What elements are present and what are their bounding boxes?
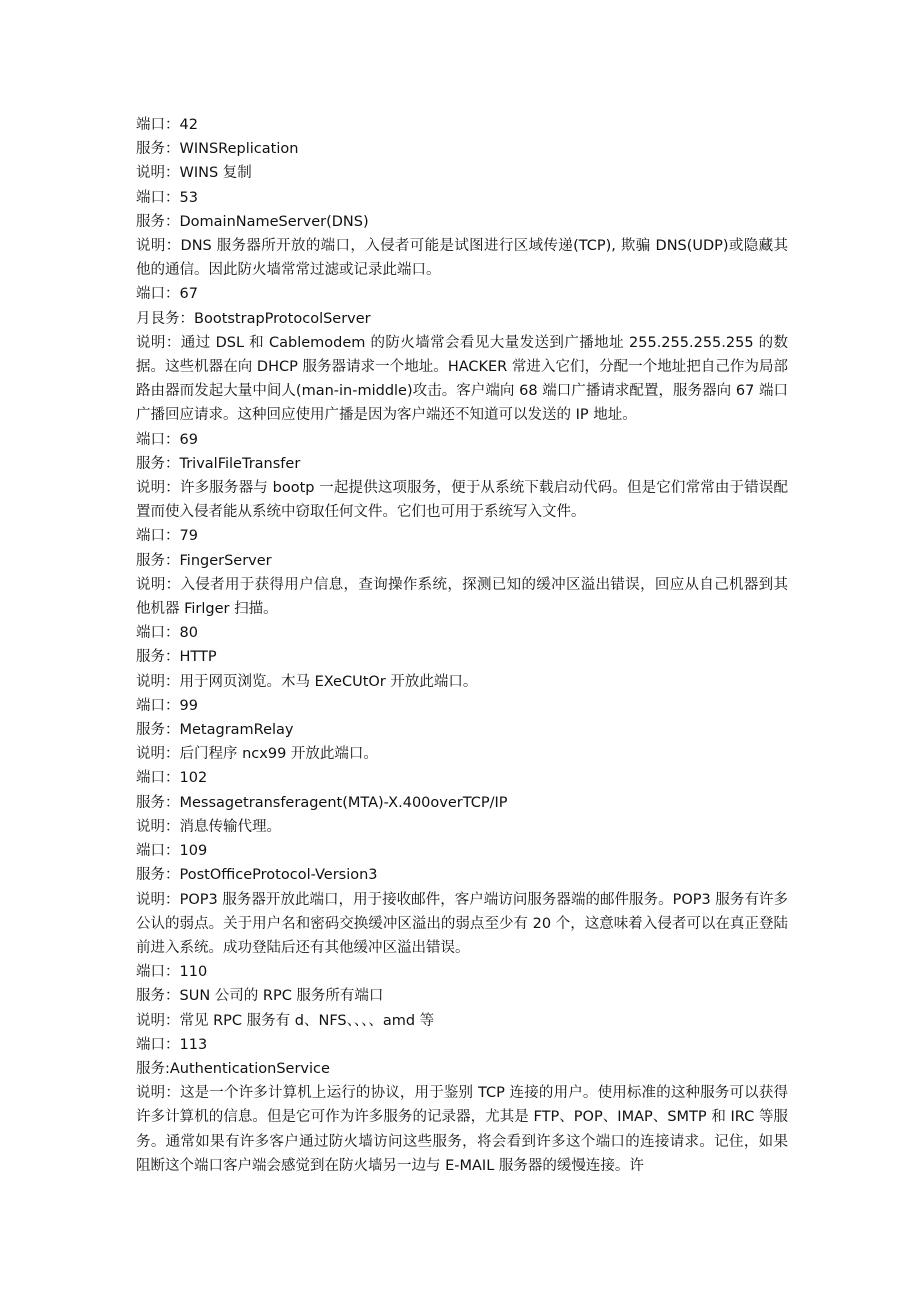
port-line: 端口：69 — [136, 431, 198, 448]
port-entry-53 — [136, 186, 788, 283]
port-entry-69 — [136, 428, 788, 525]
description-paragraph: 说明：通过 DSL 和 Cablemodem 的防火墙常会看见大量发送到广播地址 255.255.255.255 的数据。这些机器在向 DHCP 服务器请求一个地址。HACKER 常进入它们，分配一个地址把自己作为局部路由器而发起大量中间人(man-in-middle)攻击。客户端向 68 端口广播请求配置，服务器向 67 端口广播回应请求。这种回应使用广播是因为客户端还不知道可以发送的 IP 地址。 — [136, 334, 788, 424]
service-line: 服务：SUN 公司的 RPC 服务所有端口 — [136, 988, 384, 1005]
port-entry-67 — [136, 282, 788, 427]
port-line: 端口：110 — [136, 964, 208, 981]
service-line: 服务：Messagetransferagent(MTA)-X.400overTCP/IP — [136, 794, 508, 811]
document-page — [136, 113, 788, 1178]
service-line: 服务:AuthenticationService — [136, 1060, 330, 1077]
description-paragraph: 说明：用于网页浏览。木马 EXeCUtOr 开放此端口。 — [136, 673, 478, 690]
port-line: 端口：102 — [136, 770, 208, 787]
description-paragraph: 说明：常见 RPC 服务有 d、NFS、、、、amd 等 — [136, 1012, 435, 1029]
description-paragraph: 说明：消息传输代理。 — [136, 818, 281, 835]
description-paragraph: 说明：WINS 复制 — [136, 165, 252, 182]
service-line: 服务：DomainNameServer(DNS) — [136, 213, 369, 230]
description-paragraph: 说明：DNS 服务器所开放的端口，入侵者可能是试图进行区域传递(TCP), 欺骗 DNS(UDP)或隐藏其他的通信。因此防火墙常常过滤或记录此端口。 — [136, 238, 788, 279]
service-line: 服务：PostOfficeProtocol-Version3 — [136, 867, 378, 884]
port-line: 端口：109 — [136, 843, 208, 860]
service-line: 服务：TrivalFileTransfer — [136, 455, 301, 472]
port-line: 端口：79 — [136, 528, 198, 545]
port-line: 端口：80 — [136, 625, 198, 642]
description-paragraph: 说明：POP3 服务器开放此端口，用于接收邮件，客户端访问服务器端的邮件服务。POP3 服务有许多公认的弱点。关于用户名和密码交换缓冲区溢出的弱点至少有 20 个，这意味着入侵者可以在真正登陆前进入系统。成功登陆后还有其他缓冲区溢出错误。 — [136, 891, 788, 956]
port-entry-42 — [136, 113, 788, 186]
description-paragraph: 说明：许多服务器与 bootp 一起提供这项服务，便于从系统下载启动代码。但是它们常常由于错误配置而使入侵者能从系统中窃取任何文件。它们也可用于系统写入文件。 — [136, 480, 788, 521]
port-entry-110 — [136, 960, 788, 1033]
service-line: 服务：FingerServer — [136, 552, 272, 569]
port-entry-79 — [136, 524, 788, 621]
service-line: 月艮务：BootstrapProtocolServer — [136, 310, 371, 327]
port-line: 端口：53 — [136, 189, 198, 206]
service-line: 服务：HTTP — [136, 649, 217, 666]
port-entry-102 — [136, 766, 788, 839]
service-line: 服务：WINSReplication — [136, 141, 299, 158]
service-line: 服务：MetagramRelay — [136, 722, 294, 739]
port-line: 端口：113 — [136, 1036, 208, 1053]
port-entry-109 — [136, 839, 788, 960]
port-entry-99 — [136, 694, 788, 767]
port-line: 端口：67 — [136, 286, 198, 303]
port-line: 端口：42 — [136, 117, 198, 133]
description-paragraph: 说明：入侵者用于获得用户信息，查询操作系统，探测已知的缓冲区溢出错误，回应从自己机器到其他机器 Firlger 扫描。 — [136, 576, 788, 618]
port-entry-113 — [136, 1033, 788, 1178]
description-paragraph: 说明：这是一个许多计算机上运行的协议，用于鉴别 TCP 连接的用户。使用标准的这种服务可以获得许多计算机的信息。但是它可作为许多服务的记录器，尤其是 FTP、POP、IMAP、SMTP 和 IRC 等服务。通常如果有许多客户通过防火墙访问这些服务，将会看到许多这个端口的连接请求。记住，如果阻断这个端口客户端会感觉到在防火墙另一边与 E-MAIL 服务器的缓慢连接。许 — [136, 1085, 788, 1174]
port-line: 端口：99 — [136, 697, 198, 714]
port-entry-80 — [136, 621, 788, 694]
description-paragraph: 说明：后门程序 ncx99 开放此端口。 — [136, 746, 378, 763]
